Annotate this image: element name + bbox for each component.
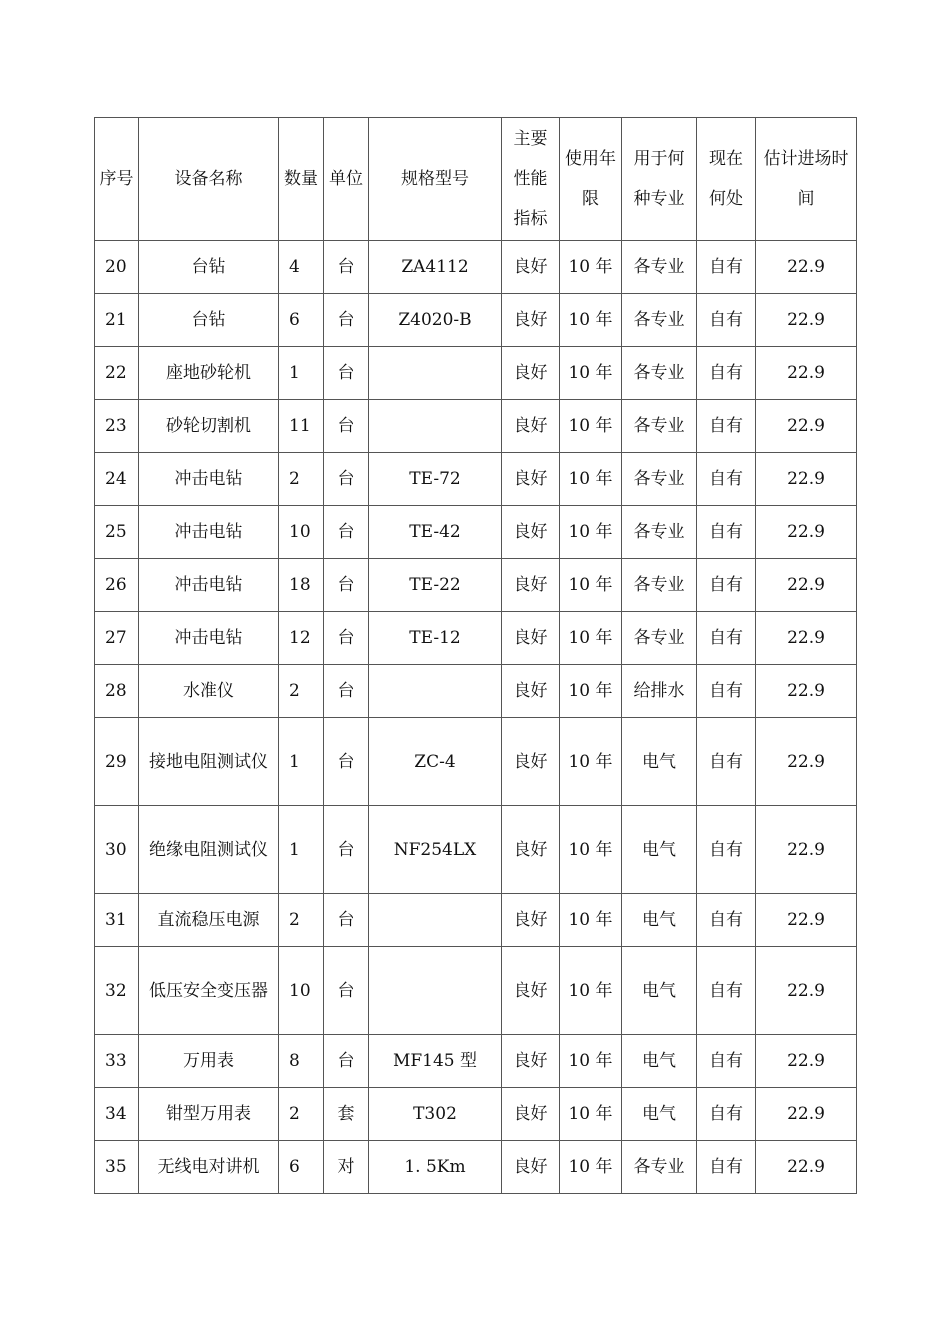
cell-service-life: 10 年 [560,1035,622,1088]
cell-model: TE-72 [369,453,502,506]
cell-no: 25 [95,506,139,559]
cell-entry-time: 22.9 [756,241,857,294]
cell-service-life: 10 年 [560,347,622,400]
cell-qty: 2 [279,894,324,947]
cell-unit: 台 [324,347,369,400]
cell-specialty: 各专业 [622,453,697,506]
cell-performance: 良好 [502,294,560,347]
cell-unit: 台 [324,400,369,453]
cell-name: 无线电对讲机 [139,1141,279,1194]
cell-name: 台钻 [139,294,279,347]
cell-no: 28 [95,665,139,718]
table-row [95,665,857,718]
cell-service-life: 10 年 [560,400,622,453]
cell-performance: 良好 [502,1088,560,1141]
cell-service-life: 10 年 [560,947,622,1035]
cell-qty: 4 [279,241,324,294]
header-service-life: 使用年限 [560,118,622,241]
table-row [95,1141,857,1194]
cell-entry-time: 22.9 [756,718,857,806]
cell-no: 35 [95,1141,139,1194]
cell-model [369,947,502,1035]
cell-model: TE-22 [369,559,502,612]
cell-entry-time: 22.9 [756,453,857,506]
cell-specialty: 各专业 [622,1141,697,1194]
cell-model: MF145 型 [369,1035,502,1088]
equipment-table [94,117,857,1194]
cell-service-life: 10 年 [560,559,622,612]
cell-service-life: 10 年 [560,506,622,559]
header-name: 设备名称 [139,118,279,241]
cell-model [369,665,502,718]
cell-unit: 对 [324,1141,369,1194]
cell-name: 钳型万用表 [139,1088,279,1141]
cell-unit: 台 [324,241,369,294]
cell-service-life: 10 年 [560,453,622,506]
cell-service-life: 10 年 [560,1088,622,1141]
cell-location: 自有 [697,894,756,947]
cell-location: 自有 [697,718,756,806]
cell-entry-time: 22.9 [756,947,857,1035]
cell-specialty: 电气 [622,1088,697,1141]
cell-unit: 台 [324,894,369,947]
cell-model: ZA4112 [369,241,502,294]
cell-specialty: 给排水 [622,665,697,718]
cell-location: 自有 [697,612,756,665]
cell-service-life: 10 年 [560,894,622,947]
table-row [95,947,857,1035]
cell-no: 34 [95,1088,139,1141]
cell-unit: 套 [324,1088,369,1141]
cell-entry-time: 22.9 [756,506,857,559]
cell-entry-time: 22.9 [756,347,857,400]
table-row [95,241,857,294]
cell-entry-time: 22.9 [756,665,857,718]
cell-qty: 1 [279,718,324,806]
cell-entry-time: 22.9 [756,559,857,612]
cell-qty: 12 [279,612,324,665]
cell-no: 29 [95,718,139,806]
table-row [95,294,857,347]
cell-performance: 良好 [502,947,560,1035]
table-row [95,1088,857,1141]
cell-model: ZC-4 [369,718,502,806]
cell-name: 冲击电钻 [139,453,279,506]
cell-performance: 良好 [502,612,560,665]
cell-qty: 2 [279,1088,324,1141]
table-row [95,347,857,400]
cell-model: Z4020-B [369,294,502,347]
header-specialty: 用于何种专业 [622,118,697,241]
cell-no: 24 [95,453,139,506]
cell-entry-time: 22.9 [756,612,857,665]
cell-service-life: 10 年 [560,806,622,894]
cell-name: 低压安全变压器 [139,947,279,1035]
cell-specialty: 各专业 [622,400,697,453]
cell-qty: 10 [279,947,324,1035]
cell-performance: 良好 [502,559,560,612]
table-row [95,806,857,894]
cell-performance: 良好 [502,1035,560,1088]
cell-location: 自有 [697,241,756,294]
cell-qty: 10 [279,506,324,559]
cell-qty: 1 [279,806,324,894]
cell-no: 21 [95,294,139,347]
cell-location: 自有 [697,400,756,453]
cell-performance: 良好 [502,241,560,294]
cell-specialty: 各专业 [622,347,697,400]
table-row [95,1035,857,1088]
cell-location: 自有 [697,1088,756,1141]
header-row [95,118,857,241]
cell-performance: 良好 [502,806,560,894]
cell-name: 冲击电钻 [139,506,279,559]
cell-service-life: 10 年 [560,294,622,347]
table-row [95,718,857,806]
cell-unit: 台 [324,506,369,559]
cell-model: TE-42 [369,506,502,559]
cell-entry-time: 22.9 [756,1088,857,1141]
cell-unit: 台 [324,559,369,612]
cell-location: 自有 [697,947,756,1035]
cell-performance: 良好 [502,453,560,506]
cell-performance: 良好 [502,1141,560,1194]
cell-specialty: 电气 [622,894,697,947]
cell-entry-time: 22.9 [756,806,857,894]
cell-unit: 台 [324,665,369,718]
cell-performance: 良好 [502,506,560,559]
cell-unit: 台 [324,718,369,806]
cell-no: 30 [95,806,139,894]
cell-unit: 台 [324,294,369,347]
cell-qty: 1 [279,347,324,400]
cell-specialty: 电气 [622,806,697,894]
cell-specialty: 电气 [622,947,697,1035]
header-model: 规格型号 [369,118,502,241]
cell-qty: 11 [279,400,324,453]
table-row [95,506,857,559]
cell-location: 自有 [697,1141,756,1194]
cell-entry-time: 22.9 [756,294,857,347]
cell-qty: 2 [279,665,324,718]
cell-no: 32 [95,947,139,1035]
cell-no: 33 [95,1035,139,1088]
cell-specialty: 各专业 [622,506,697,559]
table-row [95,453,857,506]
cell-location: 自有 [697,665,756,718]
cell-entry-time: 22.9 [756,400,857,453]
cell-qty: 8 [279,1035,324,1088]
cell-specialty: 各专业 [622,241,697,294]
cell-performance: 良好 [502,665,560,718]
cell-location: 自有 [697,559,756,612]
cell-qty: 6 [279,1141,324,1194]
cell-location: 自有 [697,1035,756,1088]
cell-qty: 6 [279,294,324,347]
header-performance: 主要性能指标 [502,118,560,241]
cell-performance: 良好 [502,894,560,947]
cell-model: NF254LX [369,806,502,894]
cell-service-life: 10 年 [560,718,622,806]
cell-location: 自有 [697,347,756,400]
cell-no: 26 [95,559,139,612]
cell-no: 20 [95,241,139,294]
cell-location: 自有 [697,806,756,894]
cell-model [369,400,502,453]
cell-name: 台钻 [139,241,279,294]
cell-unit: 台 [324,806,369,894]
cell-name: 水准仪 [139,665,279,718]
cell-model: T302 [369,1088,502,1141]
header-entry-time: 估计进场时间 [756,118,857,241]
cell-unit: 台 [324,453,369,506]
table-row [95,894,857,947]
cell-service-life: 10 年 [560,241,622,294]
cell-specialty: 各专业 [622,294,697,347]
cell-name: 直流稳压电源 [139,894,279,947]
cell-performance: 良好 [502,718,560,806]
cell-qty: 18 [279,559,324,612]
cell-name: 冲击电钻 [139,559,279,612]
cell-entry-time: 22.9 [756,1141,857,1194]
cell-name: 冲击电钻 [139,612,279,665]
cell-model [369,347,502,400]
cell-location: 自有 [697,506,756,559]
cell-location: 自有 [697,453,756,506]
cell-specialty: 各专业 [622,559,697,612]
cell-service-life: 10 年 [560,665,622,718]
cell-no: 27 [95,612,139,665]
cell-name: 接地电阻测试仪 [139,718,279,806]
table-row [95,612,857,665]
cell-name: 万用表 [139,1035,279,1088]
cell-service-life: 10 年 [560,1141,622,1194]
cell-location: 自有 [697,294,756,347]
cell-entry-time: 22.9 [756,894,857,947]
cell-model [369,894,502,947]
cell-performance: 良好 [502,400,560,453]
cell-qty: 2 [279,453,324,506]
cell-no: 31 [95,894,139,947]
cell-no: 22 [95,347,139,400]
cell-entry-time: 22.9 [756,1035,857,1088]
cell-name: 座地砂轮机 [139,347,279,400]
cell-service-life: 10 年 [560,612,622,665]
cell-unit: 台 [324,947,369,1035]
cell-name: 砂轮切割机 [139,400,279,453]
cell-model: 1. 5Km [369,1141,502,1194]
header-no: 序号 [95,118,139,241]
cell-specialty: 电气 [622,1035,697,1088]
cell-no: 23 [95,400,139,453]
cell-performance: 良好 [502,347,560,400]
header-qty: 数量 [279,118,324,241]
cell-model: TE-12 [369,612,502,665]
table-row [95,559,857,612]
cell-specialty: 各专业 [622,612,697,665]
cell-unit: 台 [324,1035,369,1088]
table-row [95,400,857,453]
cell-unit: 台 [324,612,369,665]
cell-name: 绝缘电阻测试仪 [139,806,279,894]
header-unit: 单位 [324,118,369,241]
cell-specialty: 电气 [622,718,697,806]
header-location: 现在何处 [697,118,756,241]
